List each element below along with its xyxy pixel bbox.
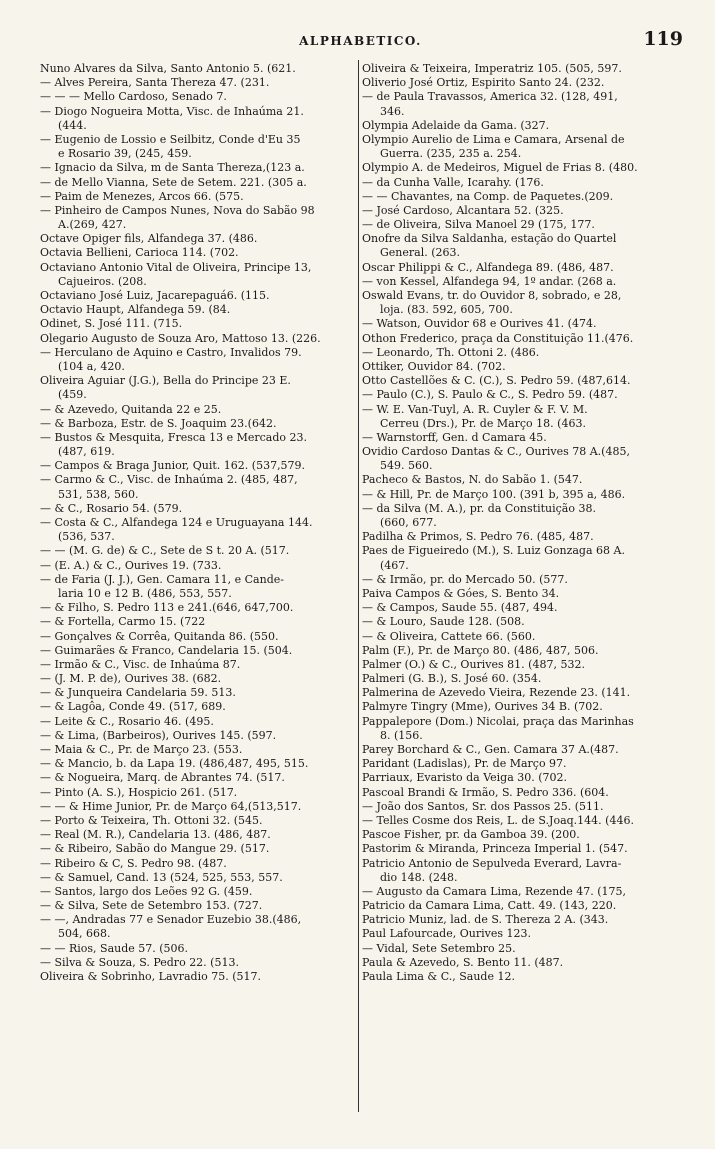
directory-entry-line: — Guimarães & Franco, Candelaria 15. (504. bbox=[40, 643, 293, 657]
directory-entry-line: Octave Opiger fils, Alfandega 37. (486. bbox=[40, 232, 258, 246]
directory-entry-line: — Porto & Teixeira, Th. Ottoni 32. (545. bbox=[40, 813, 263, 827]
directory-entry-line: Oswald Evans, tr. do Ouvidor 8, sobrado, e 28, bbox=[362, 289, 622, 302]
directory-entry-line: — & Nogueira, Marq. de Abrantes 74. (517. bbox=[40, 771, 285, 785]
directory-entry-line: Octavio Haupt, Alfandega 59. (84. bbox=[40, 303, 231, 317]
directory-entry-line: e Rosario 39, (245, 459. bbox=[58, 147, 192, 161]
directory-entry-line: Paes de Figueiredo (M.), S. Luiz Gonzaga 68 A. bbox=[362, 544, 625, 558]
directory-entry-line: Paul Lafourcade, Ourives 123. bbox=[362, 927, 531, 941]
left-column bbox=[40, 62, 362, 984]
directory-entry-line: — Vidal, Sete Setembro 25. bbox=[362, 941, 516, 955]
directory-entry-line: — & Silva, Sete de Setembro 153. (727. bbox=[40, 899, 263, 913]
directory-entry-line: 531, 538, 560. bbox=[58, 487, 139, 501]
directory-entry-line: — Pinheiro de Campos Nunes, Nova do Sabão 98 bbox=[40, 203, 315, 217]
directory-entry-line: Pacheco & Bastos, N. do Sabão 1. (547. bbox=[362, 473, 583, 487]
directory-entry-line: Ottiker, Ouvidor 84. (702. bbox=[362, 359, 506, 373]
directory-entry-line: — Eugenio de Lossio e Seilbitz, Conde d'Eu 35 bbox=[40, 132, 301, 146]
directory-entry-line: Paiva Campos & Góes, S. Bento 34. bbox=[362, 586, 560, 600]
directory-entry-line: Ovidio Cardoso Dantas & C., Ourives 78 A.(485, bbox=[362, 445, 630, 459]
directory-entry-line: — Leite & C., Rosario 46. (495. bbox=[40, 714, 214, 728]
directory-entry-line: 346. bbox=[380, 104, 405, 118]
directory-entry-line: — Warnstorff, Gen. d Camara 45. bbox=[362, 430, 547, 444]
directory-entry-line: Palm (F.), Pr. de Março 80. (486, 487, 506. bbox=[362, 643, 599, 657]
directory-entry-line: — Santos, largo dos Leões 92 G. (459. bbox=[40, 884, 253, 898]
directory-entry-line: — & Mancio, b. da Lapa 19. (486,487, 495, 515. bbox=[40, 757, 309, 771]
directory-entry-line: Odinet, S. José 111. (715. bbox=[40, 317, 183, 331]
directory-entry-line: laria 10 e 12 B. (486, 553, 557. bbox=[58, 586, 232, 600]
directory-entry-line: (660, 677. bbox=[380, 516, 437, 529]
directory-entry-line: — & Fortella, Carmo 15. (722 bbox=[40, 615, 206, 629]
directory-entry-line: loja. (83. 592, 605, 700. bbox=[380, 303, 513, 317]
directory-entry-line: — & Lima, (Barbeiros), Ourives 145. (597. bbox=[40, 728, 277, 742]
directory-entry-line: Olympia Adelaide da Gama. (327. bbox=[362, 118, 550, 132]
directory-entry-line: — von Kessel, Alfandega 94, 1º andar. (268 a. bbox=[362, 274, 617, 288]
directory-entry-line: — — — Mello Cardoso, Senado 7. bbox=[40, 90, 227, 104]
running-title: ALPHABETICO. bbox=[299, 34, 422, 48]
directory-entry-line: — Paim de Menezes, Arcos 66. (575. bbox=[40, 189, 244, 203]
directory-entry-line: 8. (156. bbox=[380, 728, 423, 742]
directory-entry-line: — de Oliveira, Silva Manoel 29 (175, 177. bbox=[362, 218, 595, 232]
directory-entry-line: Octaviano José Luiz, Jacarepaguá6. (115. bbox=[40, 289, 270, 302]
directory-entry-line: — Watson, Ouvidor 68 e Ourives 41. (474. bbox=[362, 317, 597, 331]
directory-entry-line: Olegario Augusto de Souza Aro, Mattoso 13. (226. bbox=[40, 331, 321, 345]
directory-entry-line: — — Chavantes, na Comp. de Paquetes.(209. bbox=[362, 189, 614, 203]
directory-entry-line: — —, Andradas 77 e Senador Euzebio 38.(486, bbox=[40, 913, 302, 927]
directory-entry-line: — & Campos, Saude 55. (487, 494. bbox=[362, 601, 558, 615]
directory-entry-line: — de Paula Travassos, America 32. (128, 491, bbox=[362, 90, 618, 104]
directory-entry-line: — Ignacio da Silva, m de Santa Thereza,(123 a. bbox=[40, 161, 305, 175]
directory-entry-line: — & Barboza, Estr. de S. Joaquim 23.(642. bbox=[40, 416, 277, 430]
directory-entry-line: — & Azevedo, Quitanda 22 e 25. bbox=[40, 402, 222, 416]
directory-entry-line: (536, 537. bbox=[58, 530, 115, 544]
directory-entry-line: — Alves Pereira, Santa Thereza 47. (231. bbox=[40, 76, 270, 90]
directory-entry-line: A.(269, 427. bbox=[58, 218, 127, 232]
right-column bbox=[362, 62, 684, 984]
directory-entry-line: — — (M. G. de) & C., Sete de S t. 20 A. (517. bbox=[40, 544, 290, 558]
directory-entry-line: — & Ribeiro, Sabão do Mangue 29. (517. bbox=[40, 842, 270, 856]
directory-entry-line: — & Louro, Saude 128. (508. bbox=[362, 615, 525, 629]
page-header bbox=[36, 28, 685, 56]
directory-entry-line: Onofre da Silva Saldanha, estação do Quartel bbox=[362, 232, 617, 246]
directory-entry-line: 549. 560. bbox=[380, 459, 433, 473]
directory-entry-line: Parey Borchard & C., Gen. Camara 37 A.(487. bbox=[362, 743, 619, 756]
page-number: 119 bbox=[643, 28, 683, 50]
directory-entry-line: (487, 619. bbox=[58, 445, 115, 459]
directory-entry-line: Nuno Alvares da Silva, Santo Antonio 5. (621. bbox=[40, 62, 296, 75]
directory-entry-line: — Silva & Souza, S. Pedro 22. (513. bbox=[40, 955, 239, 969]
directory-entry-line: Othon Frederico, praça da Constituição 11.(476. bbox=[362, 331, 634, 345]
directory-entry-line: Pastorim & Miranda, Princeza Imperial 1. (547. bbox=[362, 842, 628, 856]
directory-entry-line: — Augusto da Camara Lima, Rezende 47. (175, bbox=[362, 884, 627, 898]
directory-entry-line: Patricio da Camara Lima, Catt. 49. (143, 220. bbox=[362, 899, 617, 913]
directory-entry-line: — (J. M. P. de), Ourives 38. (682. bbox=[40, 672, 222, 686]
directory-entry-line: — & Hill, Pr. de Março 100. (391 b, 395 a, 486. bbox=[362, 487, 626, 501]
directory-entry-line: Palmeri (G. B.), S. José 60. (354. bbox=[362, 672, 542, 686]
directory-entry-line: — W. E. Van-Tuyl, A. R. Cuyler & F. V. M. bbox=[362, 402, 588, 416]
directory-entry-line: Otto Castellões & C. (C.), S. Pedro 59. (487,614. bbox=[362, 374, 631, 388]
directory-entry-line: — Telles Cosme dos Reis, L. de S.Joaq.144. (446. bbox=[362, 813, 634, 827]
directory-entry-line: (104 a, 420. bbox=[58, 359, 125, 373]
directory-entry-line: Oliveira & Teixeira, Imperatriz 105. (505, 597. bbox=[362, 62, 622, 75]
directory-entry-line: — & Irmão, pr. do Mercado 50. (577. bbox=[362, 572, 568, 586]
directory-entry-line: — João dos Santos, Sr. dos Passos 25. (511. bbox=[362, 799, 604, 813]
directory-entry-line: Palmerina de Azevedo Vieira, Rezende 23. (141. bbox=[362, 686, 631, 700]
directory-entry-line: — José Cardoso, Alcantara 52. (325. bbox=[362, 203, 564, 217]
directory-entry-line: — (E. A.) & C., Ourives 19. (733. bbox=[40, 558, 222, 572]
directory-entry-line: — Leonardo, Th. Ottoni 2. (486. bbox=[362, 345, 540, 359]
directory-entry-line: Guerra. (235, 235 a. 254. bbox=[380, 147, 522, 161]
directory-entry-line: — Paulo (C.), S. Paulo & C., S. Pedro 59. (487. bbox=[362, 388, 618, 402]
directory-entry-line: Olympio A. de Medeiros, Miguel de Frias 8. (480. bbox=[362, 161, 638, 175]
directory-entry-line: — — & Hime Junior, Pr. de Março 64,(513,517. bbox=[40, 799, 302, 813]
directory-entry-line: — & Lagôa, Conde 49. (517, 689. bbox=[40, 700, 226, 714]
directory-entry-line: — Irmão & C., Visc. de Inhaúma 87. bbox=[40, 657, 241, 671]
directory-entry-line: Cerreu (Drs.), Pr. de Março 18. (463. bbox=[380, 416, 586, 430]
directory-entry-line: Patricio Antonio de Sepulveda Everard, Lavra- bbox=[362, 856, 622, 870]
directory-entry-line: Olympio Aurelio de Lima e Camara, Arsenal de bbox=[362, 132, 625, 146]
directory-entry-line: Parriaux, Evaristo da Veiga 30. (702. bbox=[362, 771, 568, 785]
directory-entry-line: — — Rios, Saude 57. (506. bbox=[40, 941, 189, 955]
directory-entry-line: Octaviano Antonio Vital de Oliveira, Principe 13, bbox=[40, 260, 312, 274]
directory-entry-line: Patricio Muniz, lad. de S. Thereza 2 A. (343. bbox=[362, 913, 609, 927]
directory-entry-line: — Maia & C., Pr. de Março 23. (553. bbox=[40, 743, 243, 756]
directory-entry-line: (444. bbox=[58, 118, 87, 132]
directory-entry-line: — de Faria (J. J.), Gen. Camara 11, e Cande- bbox=[40, 572, 284, 586]
directory-entry-line: (467. bbox=[380, 558, 409, 572]
directory-entry-line: — & Filho, S. Pedro 113 e 241.(646, 647,700. bbox=[40, 601, 294, 615]
directory-entry-line: Palmyre Tingry (Mme), Ourives 34 B. (702. bbox=[362, 700, 603, 714]
directory-entry-line: 504, 668. bbox=[58, 927, 111, 941]
directory-entry-line: — Diogo Nogueira Motta, Visc. de Inhaúma 21. bbox=[40, 104, 304, 118]
directory-entry-line: Paridant (Ladislas), Pr. de Março 97. bbox=[362, 757, 567, 771]
directory-entry-line: — Gonçalves & Corrêa, Quitanda 86. (550. bbox=[40, 629, 279, 643]
directory-entry-line: — Herculano de Aquino e Castro, Invalidos 79. bbox=[40, 345, 302, 359]
directory-entry-line: — & Samuel, Cand. 13 (524, 525, 553, 557. bbox=[40, 870, 283, 884]
directory-entry-line: Palmer (O.) & C., Ourives 81. (487, 532. bbox=[362, 657, 585, 671]
directory-entry-line: — Pinto (A. S.), Hospicio 261. (517. bbox=[40, 785, 238, 799]
directory-entry-line: Oscar Philippi & C., Alfandega 89. (486, 487. bbox=[362, 260, 614, 274]
column-divider bbox=[358, 60, 359, 1112]
directory-entry-line: (459. bbox=[58, 388, 87, 402]
directory-entry-line: Pascoe Fisher, pr. da Gamboa 39. (200. bbox=[362, 828, 580, 842]
directory-entry-line: — & C., Rosario 54. (579. bbox=[40, 501, 183, 515]
directory-entry-line: General. (263. bbox=[380, 246, 461, 260]
directory-entry-line: — Carmo & C., Visc. de Inhaúma 2. (485, 487, bbox=[40, 473, 298, 487]
directory-entry-line: Cajueiros. (208. bbox=[58, 274, 147, 288]
directory-entry-line: — Costa & C., Alfandega 124 e Uruguayana 144. bbox=[40, 516, 313, 529]
directory-entry-line: Pappalepore (Dom.) Nicolai, praça das Marinhas bbox=[362, 714, 634, 728]
directory-entry-line: — da Silva (M. A.), pr. da Constituição 38. bbox=[362, 501, 596, 515]
directory-entry-line: — Ribeiro & C, S. Pedro 98. (487. bbox=[40, 856, 227, 870]
directory-entry-line: — Bustos & Mesquita, Fresca 13 e Mercado 23. bbox=[40, 430, 307, 444]
directory-entry-line: — de Mello Vianna, Sete de Setem. 221. (305 a. bbox=[40, 175, 307, 189]
directory-entry-line: — & Oliveira, Cattete 66. (560. bbox=[362, 629, 536, 643]
directory-entry-line: Padilha & Primos, S. Pedro 76. (485, 487. bbox=[362, 530, 594, 544]
directory-entry-line: — Real (M. R.), Candelaria 13. (486, 487. bbox=[40, 828, 271, 842]
directory-entry-line: Oliverio José Ortiz, Espirito Santo 24. (232. bbox=[362, 76, 605, 90]
directory-entry-line: Paula Lima & C., Saude 12. bbox=[362, 970, 515, 983]
directory-entry-line: Octavia Bellieni, Carioca 114. (702. bbox=[40, 246, 239, 260]
directory-entry-line: — da Cunha Valle, Icarahy. (176. bbox=[362, 175, 544, 189]
directory-entry-line: Oliveira & Sobrinho, Lavradio 75. (517. bbox=[40, 970, 262, 983]
directory-entry-line: dio 148. (248. bbox=[380, 870, 458, 884]
directory-entry-line: Pascoal Brandi & Irmão, S. Pedro 336. (604. bbox=[362, 785, 609, 799]
directory-entry-line: Oliveira Aguiar (J.G.), Bella do Principe 23 E. bbox=[40, 374, 291, 388]
directory-entry-line: — Campos & Braga Junior, Quit. 162. (537,579. bbox=[40, 459, 306, 473]
directory-entry-line: Paula & Azevedo, S. Bento 11. (487. bbox=[362, 955, 564, 969]
directory-entry-line: — & Junqueira Candelaria 59. 513. bbox=[40, 686, 236, 700]
